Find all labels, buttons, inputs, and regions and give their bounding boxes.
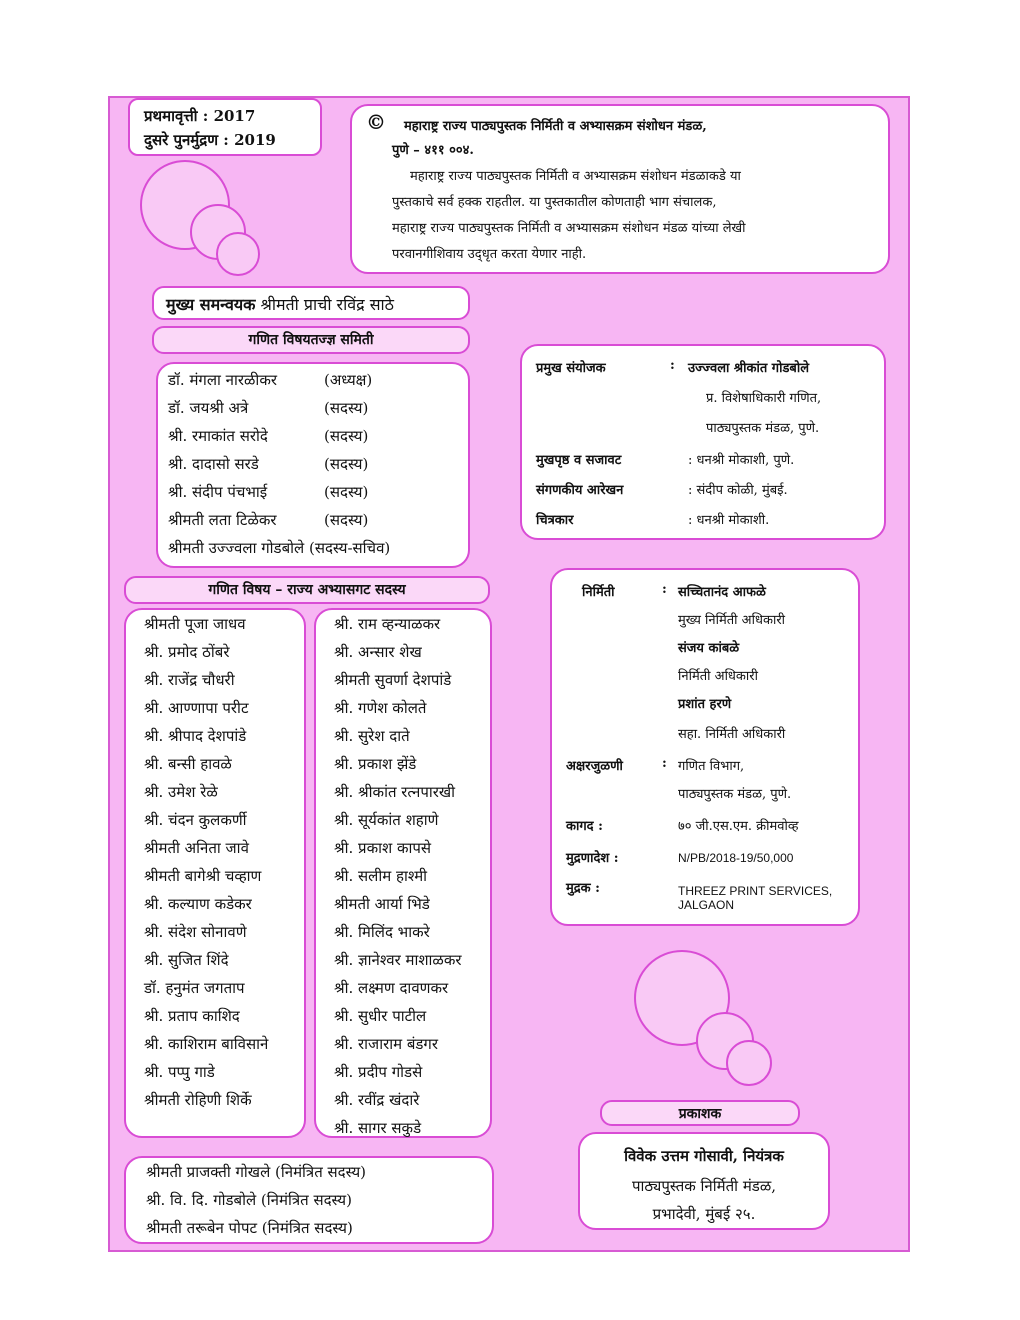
copyright-line1: महाराष्ट्र राज्य पाठ्यपुस्तक निर्मिती व अभ्यासक्रम संशोधन मंडळ, [404,119,707,134]
study-group-member: डॉ. हनुमंत जगताप [144,979,245,997]
decor-circle-small [726,1040,772,1086]
order-value: N/PB/2018-19/50,000 [678,851,794,865]
study-group-member: श्री. अन्सार शेख [334,643,422,661]
study-group-member: श्री. प्रदीप गोडसे [334,1063,423,1081]
artist-value: : धनश्री मोकाशी. [688,513,770,528]
production-sep: : [662,582,667,597]
study-group-member: श्री. मिलिंद भाकरे [334,923,430,941]
copyright-line2: पुणे – ४११ ००४. [392,143,474,158]
study-group-member: श्री. प्रकाश कापसे [334,839,432,857]
study-group-member: श्री. प्रमोद ठोंबरे [144,643,230,661]
study-group-member: श्री. कल्याण कडेकर [144,895,252,913]
committee-member-role: (सदस्य) [324,455,369,473]
study-group-member: श्री. संदेश सोनावणे [144,923,247,941]
credits-box [520,344,886,540]
order-label: मुद्रणादेश : [566,851,619,866]
production-role3: सहा. निर्मिती अधिकारी [678,727,786,742]
production-name3: प्रशांत हरणे [678,697,732,712]
committee-title: गणित विषयतज्ज्ञ समिती [152,326,470,354]
invited-member: श्री. वि. दि. गोडबोले (निमंत्रित सदस्य) [146,1191,352,1209]
convener-line2: प्र. विशेषाधिकारी गणित, [706,391,822,406]
publisher-line3: प्रभादेवी, मुंबई २५. [652,1205,756,1223]
committee-member-name: श्री. संदीप पंचभाई [168,483,268,501]
study-group-member: श्रीमती सुवर्णा देशपांडे [334,671,452,689]
cover-value: : धनश्री मोकाशी, पुणे. [688,453,795,468]
cover-label: मुखपृष्ठ व सजावट [536,453,622,468]
production-label: निर्मिती [582,585,615,600]
chief-name: श्रीमती प्राची रविंद्र साठे [260,295,394,314]
first-edition-label: प्रथमावृत्ती : [144,107,209,125]
study-group-member: श्री. सलीम हाश्मी [334,867,428,885]
invited-member: श्रीमती तरूबेन पोपट (निमंत्रित सदस्य) [146,1219,353,1237]
study-group-member: श्री. सूर्यकांत शहाणे [334,811,439,829]
study-group-member: श्री. चंदन कुलकर्णी [144,811,247,829]
paper-value: ७० जी.एस.एम. क्रीमवोव्ह [678,819,799,834]
publisher-line2: पाठ्यपुस्तक निर्मिती मंडळ, [632,1177,776,1195]
committee-member-role: (सदस्य) [324,483,369,501]
invited-member: श्रीमती प्राजक्ती गोखले (निमंत्रित सदस्य) [146,1163,367,1181]
study-group-member: श्रीमती पूजा जाधव [144,615,246,633]
convener-name: उज्ज्वला श्रीकांत गोडबोले [688,361,810,376]
chief-coordinator [152,286,470,320]
convener-sep: : [670,358,675,373]
study-group-title: गणित विषय – राज्य अभ्यासगट सदस्य [124,576,490,604]
study-group-member: श्री. सागर सकुडे [334,1119,422,1137]
study-group-member: श्री. प्रकाश झेंडे [334,755,417,773]
committee-member-name: श्री. रमाकांत सरोदे [168,427,268,445]
study-group-member: श्री. बन्सी हावळे [144,755,232,773]
study-group-right-box [314,608,492,1138]
convener-line3: पाठ्यपुस्तक मंडळ, पुणे. [706,421,820,436]
computer-value: : संदीप कोळी, मुंबई. [688,483,788,498]
publisher-box [578,1132,830,1230]
study-group-member: श्री. काशिराम बाविसाने [144,1035,269,1053]
study-group-member: श्रीमती आर्या भिडे [334,895,430,913]
production-role2: निर्मिती अधिकारी [678,669,758,684]
first-edition-year: 2017 [213,107,256,125]
typeset-value2: पाठ्यपुस्तक मंडळ, पुणे. [678,787,792,802]
copyright-icon: © [366,110,386,134]
computer-label: संगणकीय आरेखन [536,483,624,498]
study-group-member: श्री. राजेंद्र चौधरी [144,671,235,689]
study-group-member: श्री. पप्पु गाडे [144,1063,215,1081]
reprint-label: दुसरे पुनर्मुद्रण : [144,131,229,149]
committee-member-role: (सदस्य) [324,399,369,417]
committee-member-name: श्रीमती लता टिळेकर [168,511,277,529]
production-box [550,568,860,926]
paper-label: कागद : [566,819,603,834]
edition-box [128,98,322,156]
decor-circle-small [216,232,260,276]
chief-label: मुख्य समन्वयक [166,295,256,314]
printer-value2: JALGAON [678,898,735,912]
study-group-member: श्री. प्रताप काशिद [144,1007,240,1025]
invited-box [124,1156,494,1244]
reprint-year: 2019 [234,131,276,149]
study-group-member: श्री. सुधीर पाटील [334,1007,427,1025]
study-group-member: श्रीमती बागेश्री चव्हाण [144,867,262,885]
printer-value1: THREEZ PRINT SERVICES, [678,884,833,898]
study-group-member: श्री. आण्णापा परीट [144,699,249,717]
typeset-value: गणित विभाग, [678,759,745,774]
study-group-member: श्री. राम व्हन्याळकर [334,615,441,633]
study-group-left-box [124,608,306,1138]
committee-secretary: श्रीमती उज्ज्वला गोडबोले (सदस्य-सचिव) [168,539,391,557]
convener-label: प्रमुख संयोजक [536,361,606,376]
production-name1: सच्चितानंद आफळे [678,585,766,600]
typeset-sep: : [662,756,667,771]
study-group-member: श्री. श्रीपाद देशपांडे [144,727,247,745]
study-group-member: श्री. राजाराम बंडगर [334,1035,439,1053]
study-group-member: श्री. उमेश रेळे [144,783,218,801]
study-group-member: श्रीमती अनिता जावे [144,839,249,857]
committee-member-name: डॉ. जयश्री अत्रे [168,399,249,417]
copyright-box [350,104,890,274]
committee-member-role: (अध्यक्ष) [324,371,373,389]
study-group-member: श्री. गणेश कोलते [334,699,427,717]
copyright-body-1: महाराष्ट्र राज्य पाठ्यपुस्तक निर्मिती व अभ्यासक्रम संशोधन मंडळाकडे या [410,169,741,184]
publisher-title: प्रकाशक [600,1100,800,1126]
study-group-member: श्री. सुरेश दाते [334,727,410,745]
typeset-label: अक्षरजुळणी [566,759,623,774]
study-group-member: श्री. लक्ष्मण दावणकर [334,979,449,997]
study-group-member: श्री. ज्ञानेश्वर माशाळकर [334,951,462,969]
committee-member-role: (सदस्य) [324,427,369,445]
copyright-body-3: महाराष्ट्र राज्य पाठ्यपुस्तक निर्मिती व अभ्यासक्रम संशोधन मंडळ यांच्या लेखी [392,221,746,236]
production-name2: संजय कांबळे [678,641,740,656]
study-group-member: श्री. सुजित शिंदे [144,951,229,969]
printer-label: मुद्रक : [566,881,600,896]
study-group-member: श्रीमती रोहिणी शिर्के [144,1091,252,1109]
committee-member-name: डॉ. मंगला नारळीकर [168,371,277,389]
committee-member-name: श्री. दादासो सरडे [168,455,259,473]
study-group-member: श्री. श्रीकांत रत्नपारखी [334,783,456,801]
copyright-body-4: परवानगीशिवाय उद्‌धृत करता येणार नाही. [392,247,587,262]
copyright-body-2: पुस्तकाचे सर्व हक्क राहतील. या पुस्तकातील कोणताही भाग संचालक, [392,195,717,210]
artist-label: चित्रकार [536,513,574,528]
production-role1: मुख्य निर्मिती अधिकारी [678,613,786,628]
committee-member-role: (सदस्य) [324,511,369,529]
study-group-member: श्री. रवींद्र खंदारे [334,1091,420,1109]
publisher-name: विवेक उत्तम गोसावी, नियंत्रक [624,1147,784,1165]
committee-box [156,362,470,568]
